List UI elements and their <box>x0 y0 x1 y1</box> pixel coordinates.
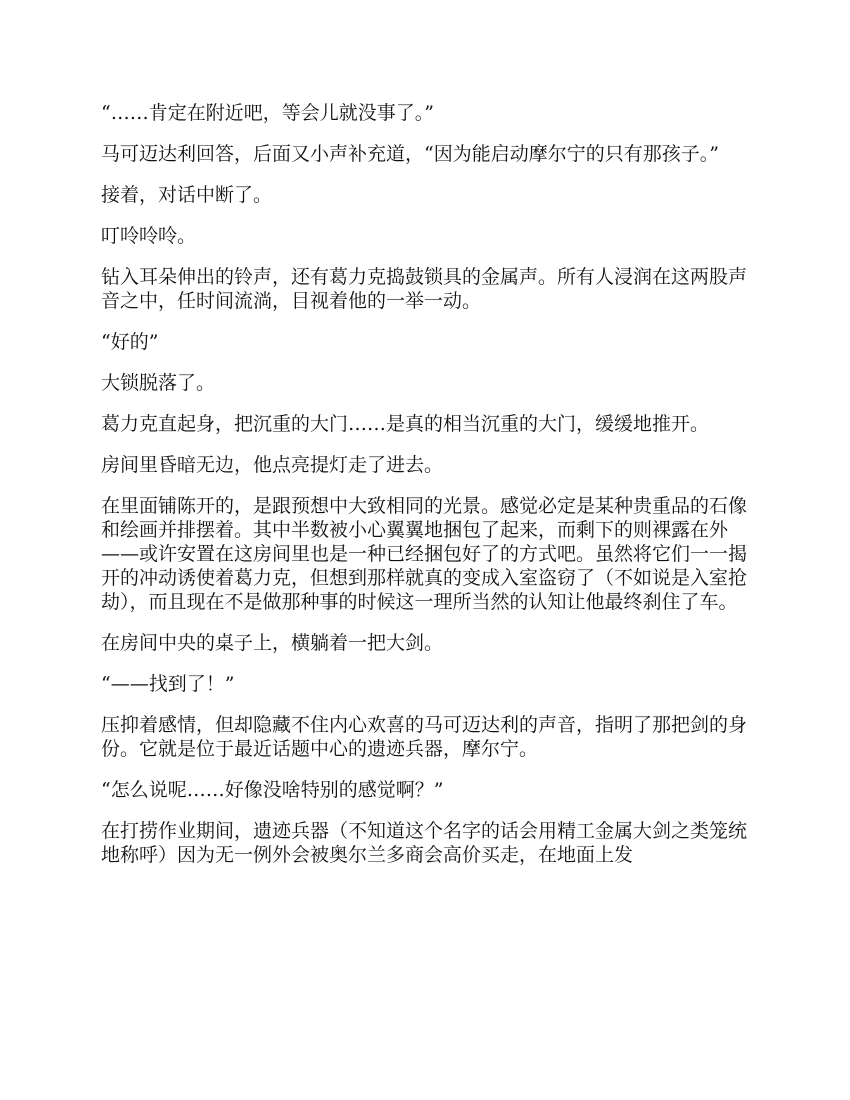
paragraph: “……肯定在附近吧，等会儿就没事了。” <box>101 102 434 124</box>
paragraph: “怎么说呢……好像没啥特别的感觉啊？” <box>101 779 444 801</box>
paragraph: 葛力克直起身，把沉重的大门……是真的相当沉重的大门，缓缓地推开。 <box>101 413 710 435</box>
paragraph: 房间里昏暗无边，他点亮提灯走了进去。 <box>101 454 444 476</box>
paragraph: 大锁脱落了。 <box>101 372 216 394</box>
paragraph: 在房间中央的桌子上，横躺着一把大剑。 <box>101 632 444 654</box>
paragraph: 压抑着感情，但却隐藏不住内心欢喜的马可迈达利的声音，指明了那把剑的身份。它就是位于最近话题中心的遗迹兵器，摩尔宁。 <box>101 714 748 760</box>
paragraph: 钻入耳朵伸出的铃声，还有葛力克捣鼓锁具的金属声。所有人浸润在这两股声音之中，任时间流淌，目视着他的一举一动。 <box>101 266 748 312</box>
paragraph: “好的” <box>101 331 159 353</box>
paragraph: 接着，对话中断了。 <box>101 184 273 206</box>
paragraph: 在打捞作业期间，遗迹兵器（不知道这个名字的话会用精工金属大剑之类笼统地称呼）因为无一例外会被奥尔兰多商会高价买走，在地面上发 <box>101 820 748 866</box>
paragraph: 在里面铺陈开的，是跟预想中大致相同的光景。感觉必定是某种贵重品的石像和绘画并排摆着。其中半数被小心翼翼地捆包了起来，而剩下的则裸露在外——或许安置在这房间里也是一种已经捆包好了的方式吧。虽然将它们一一揭开的冲动诱使着葛力克，但想到那样就真的变成入室盗窃了（不如说是入室抢劫），而且现在不是做那种事的时候这一理所当然的认知让他最终刹住了车。 <box>101 495 748 613</box>
paragraph: 马可迈达利回答，后面又小声补充道，“因为能启动摩尔宁的只有那孩子。” <box>101 143 719 165</box>
paragraph: 叮呤呤呤。 <box>101 225 197 247</box>
document-body <box>101 101 749 884</box>
paragraph: “——找到了！” <box>101 673 235 695</box>
